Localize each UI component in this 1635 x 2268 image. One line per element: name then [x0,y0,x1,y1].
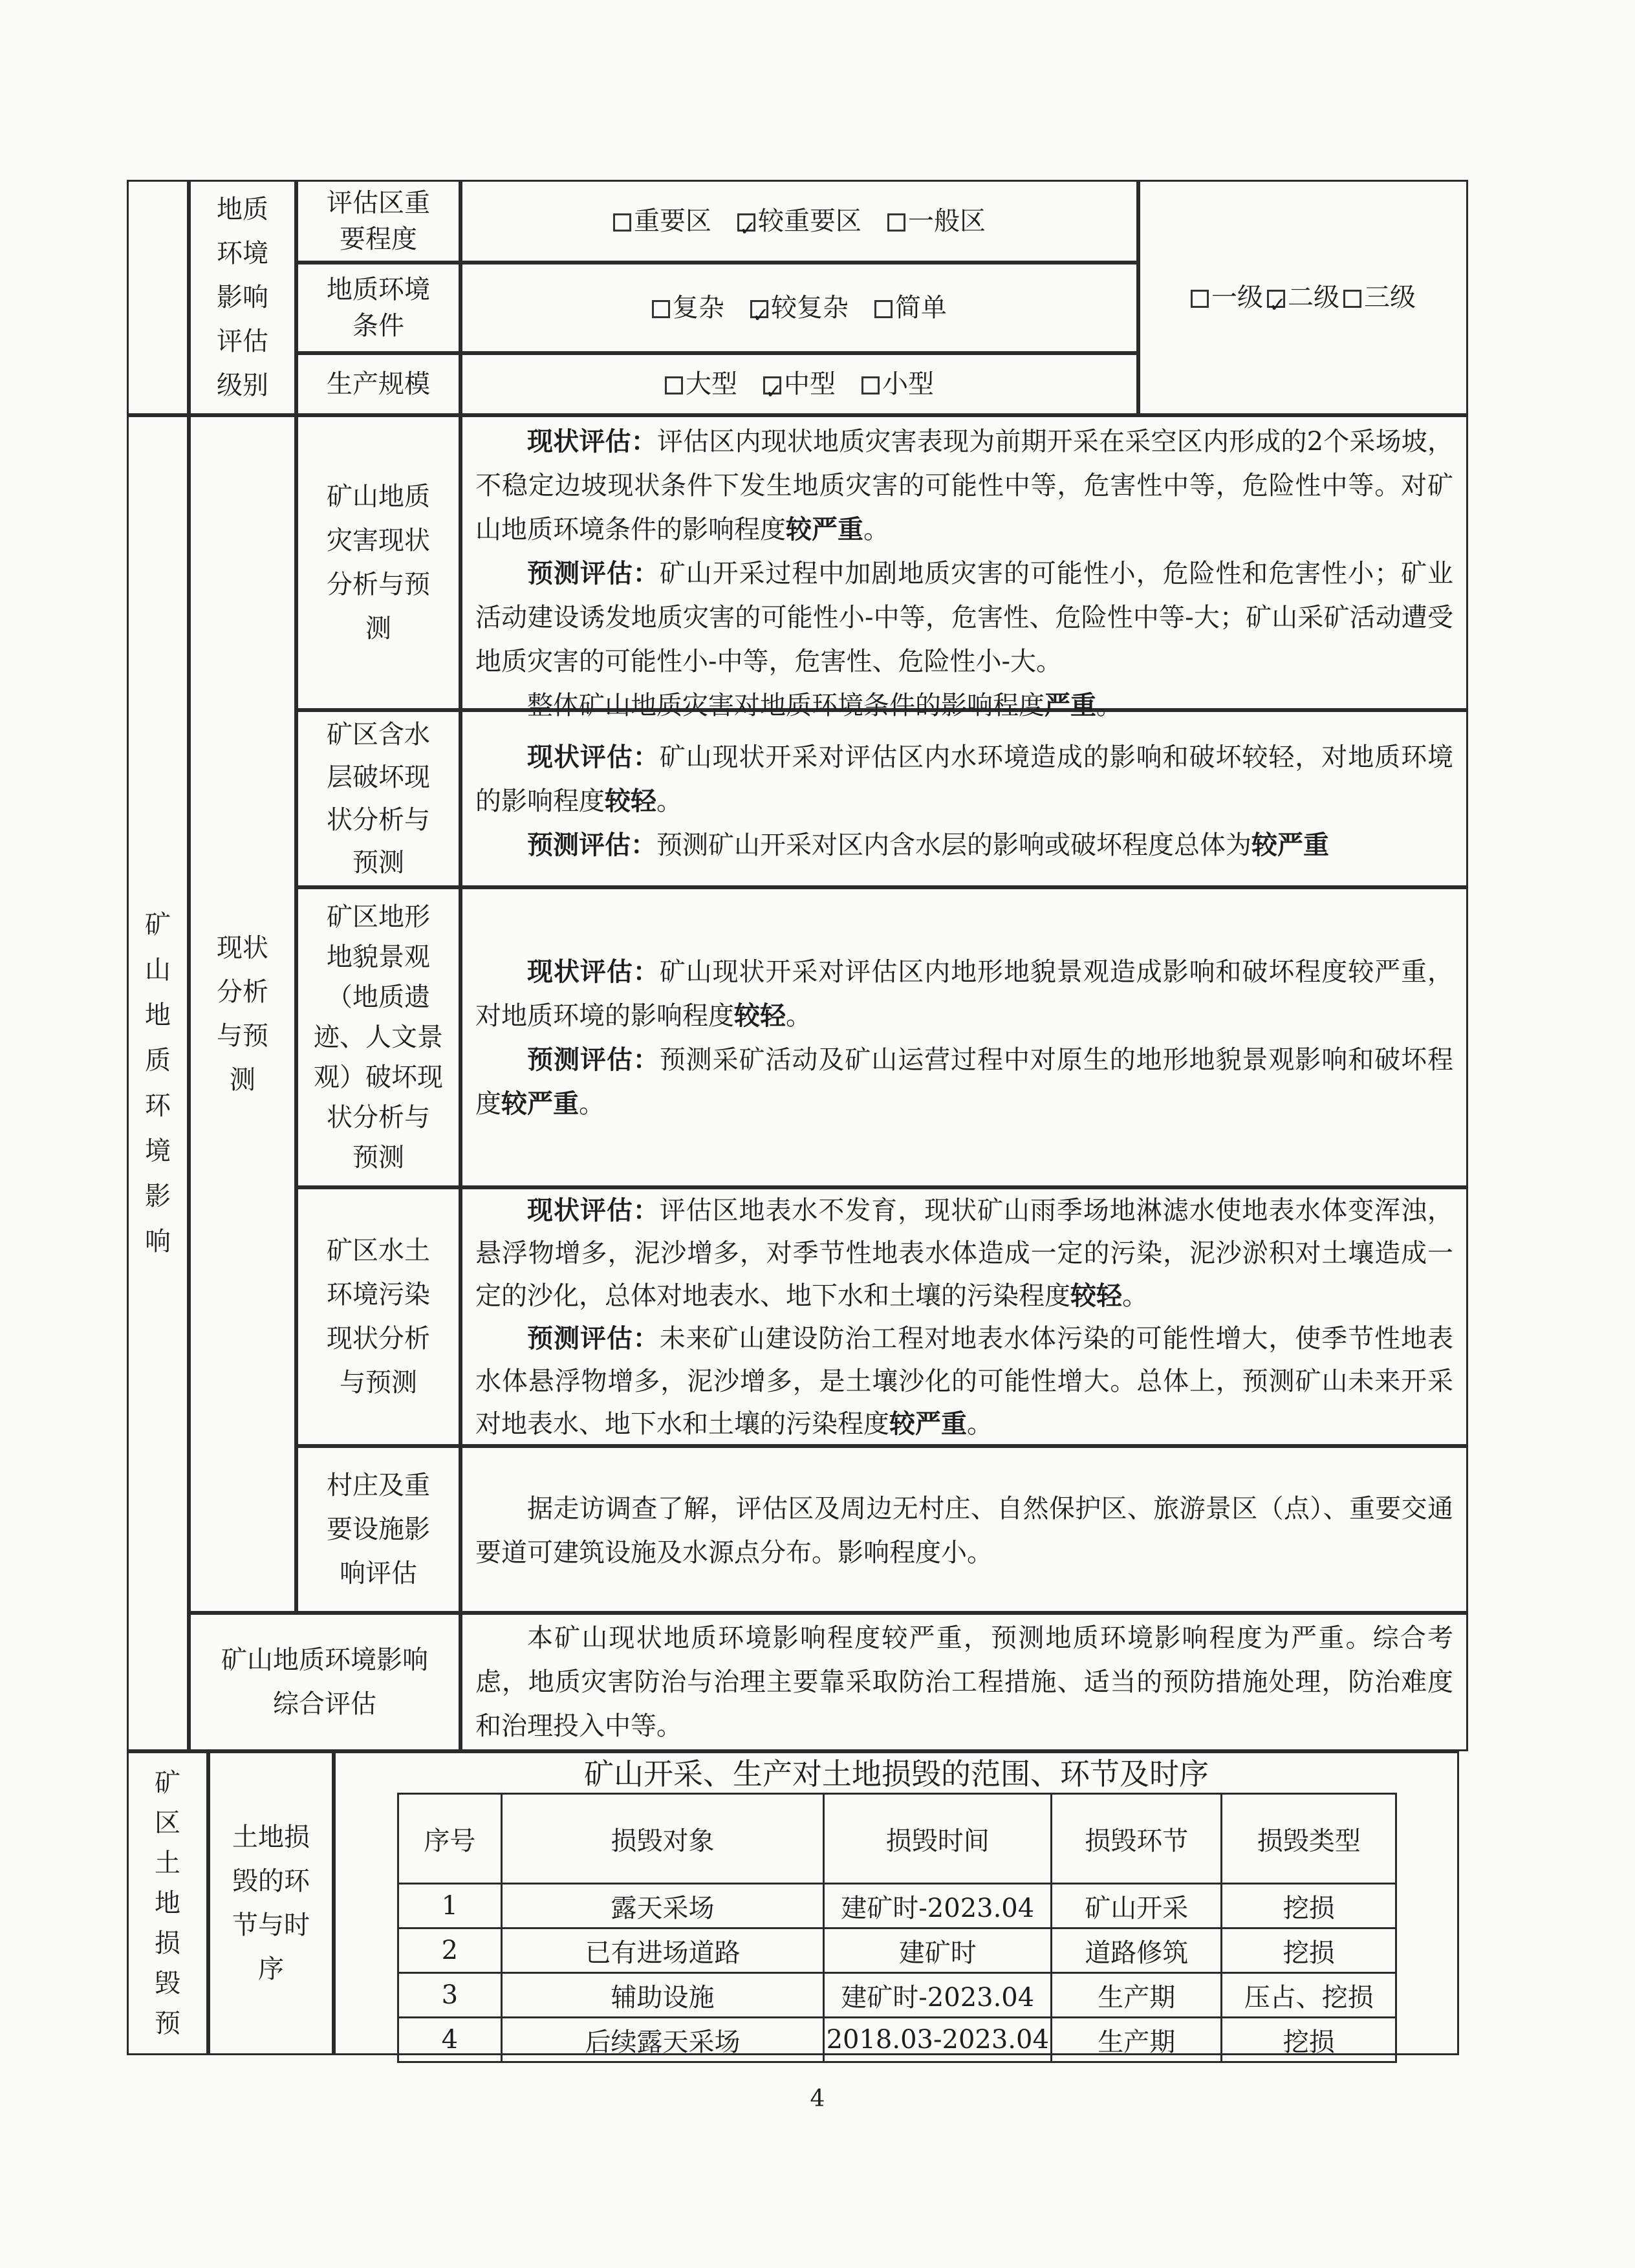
table-cell: 辅助设施 [501,1973,824,2018]
impact-row-label-aquifer: 矿区含水 层破坏现 状分析与 预测 [296,710,460,887]
assessment-level: 较严重 [786,514,863,545]
impact-row-label-landform: 矿区地形 地貌景观 （地质遗 迹、人文景 观）破坏现 状分析与 预测 [296,887,460,1187]
land-table-title: 矿山开采、生产对土地损毁的范围、环节及时序 [584,1756,1209,1791]
impact-row-content-landform [460,887,1468,1187]
assessment-paragraph: 预测评估：矿山开采过程中加剧地质灾害的可能性小，危险性和危害性小；矿业活动建设诱发地质灾害的可能性小-中等，危害性、危险性中等-大；矿山采矿活动遭受地质灾害的可能性小-中等，危害性、危险性小-大。 [475,558,1454,676]
checkbox-label: 中型 [784,369,836,399]
land-damage-table [397,1793,1397,2063]
table-cell: 3 [398,1973,502,2018]
checkbox-option[interactable] [887,199,986,243]
checkbox-option[interactable] [861,362,934,406]
table-cell: 挖损 [1222,2018,1396,2062]
checkbox-label: 二级 [1288,283,1339,312]
unchecked-box-icon[interactable] [1191,290,1209,308]
checkbox-option[interactable] [652,286,724,330]
impact-row-content-pollution [460,1187,1468,1446]
unchecked-box-icon[interactable] [665,376,683,394]
assessment-lead: 现状评估： [527,426,657,457]
table-row [398,1884,1396,1928]
impact-summary-label: 矿山地质环境影响 综合评估 [189,1613,460,1751]
table-cell: 2 [398,1928,502,1973]
checkbox-label: 一级 [1211,283,1263,312]
header-cell: 损毁类型 [1222,1794,1396,1884]
checkbox-label: 较复杂 [771,293,849,323]
assessment-paragraph: 现状评估：评估区地表水不发育，现状矿山雨季场地淋滤水使地表水体变浑浊，悬浮物增多，泥沙增多，对季节性地表水体造成一定的污染，泥沙淤积对土壤造成一定的沙化，总体对地表水、地下水和土壤的污染程度较轻。 [475,1195,1454,1311]
checkbox-label: 小型 [882,369,934,399]
checked-box-icon[interactable] [737,213,755,232]
land-section-label: 矿 区 土 地 损 毁 预 [127,1751,208,2055]
level-row-options-importance [460,180,1138,263]
checkbox-option[interactable] [613,199,711,243]
checkbox-option[interactable] [665,362,737,406]
table-cell: 后续露天采场 [501,2018,824,2062]
assessment-lead: 现状评估： [527,956,660,987]
checkbox-option[interactable] [1267,275,1339,319]
checkbox-label: 重要区 [634,206,711,236]
checkbox-option[interactable] [874,286,947,330]
assessment-lead: 预测评估： [527,558,660,589]
checkbox-label: 大型 [686,369,737,399]
level-section-label: 地质 环境 影响 评估 级别 [189,180,296,415]
table-header-row [398,1794,1396,1884]
checkbox-option[interactable] [1343,275,1416,319]
assessment-paragraph: 现状评估：矿山现状开采对评估区内水环境造成的影响和破坏较轻，对地质环境的影响程度较轻。 [475,742,1454,816]
checkbox-option[interactable] [1191,275,1263,319]
checked-box-icon[interactable] [750,300,768,318]
table-cell: 建矿时-2023.04 [824,1973,1052,2018]
grade-options-cell [1138,180,1468,415]
level-row-label-scale: 生产规模 [296,353,460,415]
impact-row-content-disaster [460,415,1468,720]
assessment-paragraph: 预测评估：预测采矿活动及矿山运营过程中对原生的地形地貌景观影响和破坏程度较严重。 [475,1044,1454,1119]
impact-summary-text: 本矿山现状地质环境影响程度较严重，预测地质环境影响程度为严重。综合考虑，地质灾害防治与治理主要靠采取防治工程措施、适当的预防措施处理，防治难度和治理投入中等。 [475,1623,1453,1741]
page-number: 4 [810,2086,825,2112]
impact-row-content-village [460,1446,1468,1613]
table-row [398,2018,1396,2062]
table-row [398,1928,1396,1973]
level-row-label-conditions: 地质环境 条件 [296,263,460,353]
header-cell: 损毁对象 [501,1794,824,1884]
assessment-paragraph: 预测评估：未来矿山建设防治工程对地表水体污染的可能性增大，使季节性地表水体悬浮物增多，泥沙增多，是土壤沙化的可能性增大。总体上，预测矿山未来开采对地表水、地下水和土壤的污染程度较严重。 [475,1323,1454,1439]
assessment-paragraph: 整体矿山地质灾害对地质环境条件的影响程度严重。 [527,690,1122,720]
assessment-paragraph: 预测评估：预测矿山开采对区内含水层的影响或破坏程度总体为较严重 [527,830,1329,860]
assessment-level: 较严重 [889,1409,967,1439]
table-cell: 4 [398,2018,502,2062]
land-sub-label: 土地损 毁的环 节与时 序 [208,1751,334,2055]
assessment-lead: 预测评估： [527,1044,660,1075]
checkbox-label: 三级 [1364,283,1416,312]
impact-row-label-pollution: 矿区水土 环境污染 现状分析 与预测 [296,1187,460,1446]
table-cell: 露天采场 [501,1884,824,1928]
assessment-level: 较轻 [1070,1280,1122,1311]
assessment-paragraph: 据走访调查了解，评估区及周边无村庄、自然保护区、旅游景区（点）、重要交通要道可建筑设施及水源点分布。影响程度小。 [475,1494,1453,1568]
header-cell: 损毁环节 [1052,1794,1222,1884]
checkbox-label: 一般区 [908,206,986,236]
checked-box-icon[interactable] [763,376,781,394]
impact-sub-label: 现状 分析 与预 测 [189,415,296,1613]
unchecked-box-icon[interactable] [613,213,631,232]
table-cell: 挖损 [1222,1928,1396,1973]
assessment-level: 严重 [1045,690,1096,720]
level-row-options-conditions [460,263,1138,353]
unchecked-box-icon[interactable] [874,300,893,318]
unchecked-box-icon[interactable] [652,300,670,318]
checkbox-option[interactable] [737,199,861,243]
table-cell: 挖损 [1222,1884,1396,1928]
impact-row-label-disaster: 矿山地质 灾害现状 分析与预 测 [296,415,460,710]
table-cell: 压占、挖损 [1222,1973,1396,2018]
table-cell: 1 [398,1884,502,1928]
assessment-level: 较严重 [501,1088,579,1119]
table-cell: 生产期 [1052,2018,1222,2062]
table-cell: 道路修筑 [1052,1928,1222,1973]
table-cell: 建矿时-2023.04 [824,1884,1052,1928]
impact-summary-content [460,1613,1468,1751]
assessment-level: 较轻 [605,786,656,816]
unchecked-box-icon[interactable] [861,376,880,394]
outer-blank-cell [127,180,189,415]
level-row-options-scale [460,353,1138,415]
assessment-level: 较严重 [1251,830,1329,860]
checked-box-icon[interactable] [1267,290,1285,308]
assessment-lead: 现状评估： [527,1195,660,1226]
unchecked-box-icon[interactable] [887,213,905,232]
header-cell: 序号 [398,1794,502,1884]
checkbox-label: 复杂 [673,293,724,323]
checkbox-label: 简单 [895,293,947,323]
checkbox-label: 较重要区 [758,206,861,236]
assessment-level: 较轻 [734,1000,786,1031]
checkbox-option[interactable] [750,286,849,330]
impact-row-label-village: 村庄及重 要设施影 响评估 [296,1446,460,1613]
header-cell: 损毁时间 [824,1794,1052,1884]
checkbox-option[interactable] [763,362,836,406]
assessment-paragraph: 现状评估：矿山现状开采对评估区内地形地貌景观造成影响和破坏程度较严重，对地质环境的影响程度较轻。 [475,956,1454,1031]
assessment-lead: 现状评估： [527,742,660,772]
impact-row-content-aquifer [460,710,1468,887]
assessment-lead: 预测评估： [527,1323,660,1354]
table-cell: 已有进场道路 [501,1928,824,1973]
table-cell: 矿山开采 [1052,1884,1222,1928]
table-cell: 建矿时 [824,1928,1052,1973]
table-row [398,1973,1396,2018]
assessment-lead: 预测评估： [527,830,656,860]
level-row-label-importance: 评估区重 要程度 [296,180,460,263]
assessment-paragraph: 现状评估：评估区内现状地质灾害表现为前期开采在采空区内形成的2个采场坡，不稳定边坡现状条件下发生地质灾害的可能性中等，危害性中等，危险性中等。对矿山地质环境条件的影响程度较严重。 [475,426,1453,545]
table-cell: 生产期 [1052,1973,1222,2018]
impact-section-label: 矿 山 地 质 环 境 影 响 [127,415,189,1751]
table-cell: 2018.03-2023.04 [824,2018,1052,2062]
unchecked-box-icon[interactable] [1343,290,1361,308]
